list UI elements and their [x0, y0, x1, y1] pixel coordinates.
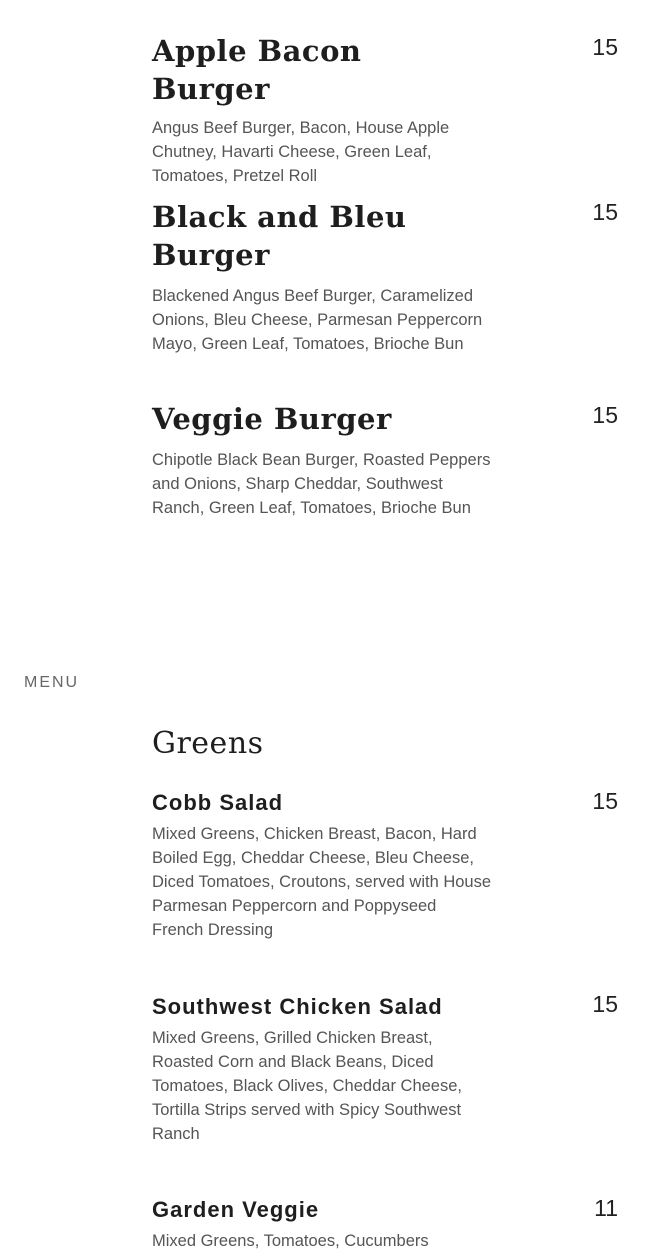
item-description: Angus Beef Burger, Bacon, House Apple Chutney, Havarti Cheese, Green Leaf, Tomatoes, Pretzel Roll	[152, 119, 450, 185]
item-price: 15	[592, 199, 618, 225]
section-label: MENU	[24, 674, 80, 691]
menu-item-veggie-burger	[152, 400, 622, 520]
item-name: Garden Veggie	[152, 1197, 320, 1222]
item-description: Mixed Greens, Tomatoes, Cucumbers	[152, 1232, 429, 1250]
section-title: Greens	[152, 726, 264, 761]
item-name: Apple Bacon Burger	[152, 34, 362, 106]
item-price: 15	[592, 991, 618, 1017]
menu-item-cobb-salad	[152, 788, 622, 942]
menu-item-apple-bacon-burger	[152, 32, 622, 188]
item-description: Mixed Greens, Grilled Chicken Breast, Roasted Corn and Black Beans, Diced Tomatoes, Black Olives, Cheddar Cheese, Tortilla Strips served with Spicy Southwest Ranch	[152, 1029, 462, 1143]
item-name: Veggie Burger	[152, 402, 392, 436]
item-description: Mixed Greens, Chicken Breast, Bacon, Hard Boiled Egg, Cheddar Cheese, Bleu Cheese, Diced Tomatoes, Croutons, served with House Parmesan Peppercorn and Poppyseed French Dressing	[152, 825, 492, 939]
item-price: 15	[592, 788, 618, 814]
item-description: Blackened Angus Beef Burger, Caramelized Onions, Bleu Cheese, Parmesan Peppercorn Mayo, Green Leaf, Tomatoes, Brioche Bun	[152, 287, 483, 353]
menu-item-garden-veggie	[152, 1195, 622, 1253]
item-price: 11	[594, 1195, 618, 1221]
item-name: Southwest Chicken Salad	[152, 994, 443, 1019]
item-price: 15	[592, 34, 618, 60]
item-name: Cobb Salad	[152, 790, 284, 815]
item-name: Black and Bleu Burger	[152, 200, 407, 272]
menu-item-southwest-chicken-salad	[152, 992, 622, 1146]
item-price: 15	[592, 402, 618, 428]
item-description: Chipotle Black Bean Burger, Roasted Peppers and Onions, Sharp Cheddar, Southwest Ranch, Green Leaf, Tomatoes, Brioche Bun	[152, 451, 491, 517]
menu-item-black-and-bleu-burger	[152, 198, 622, 356]
